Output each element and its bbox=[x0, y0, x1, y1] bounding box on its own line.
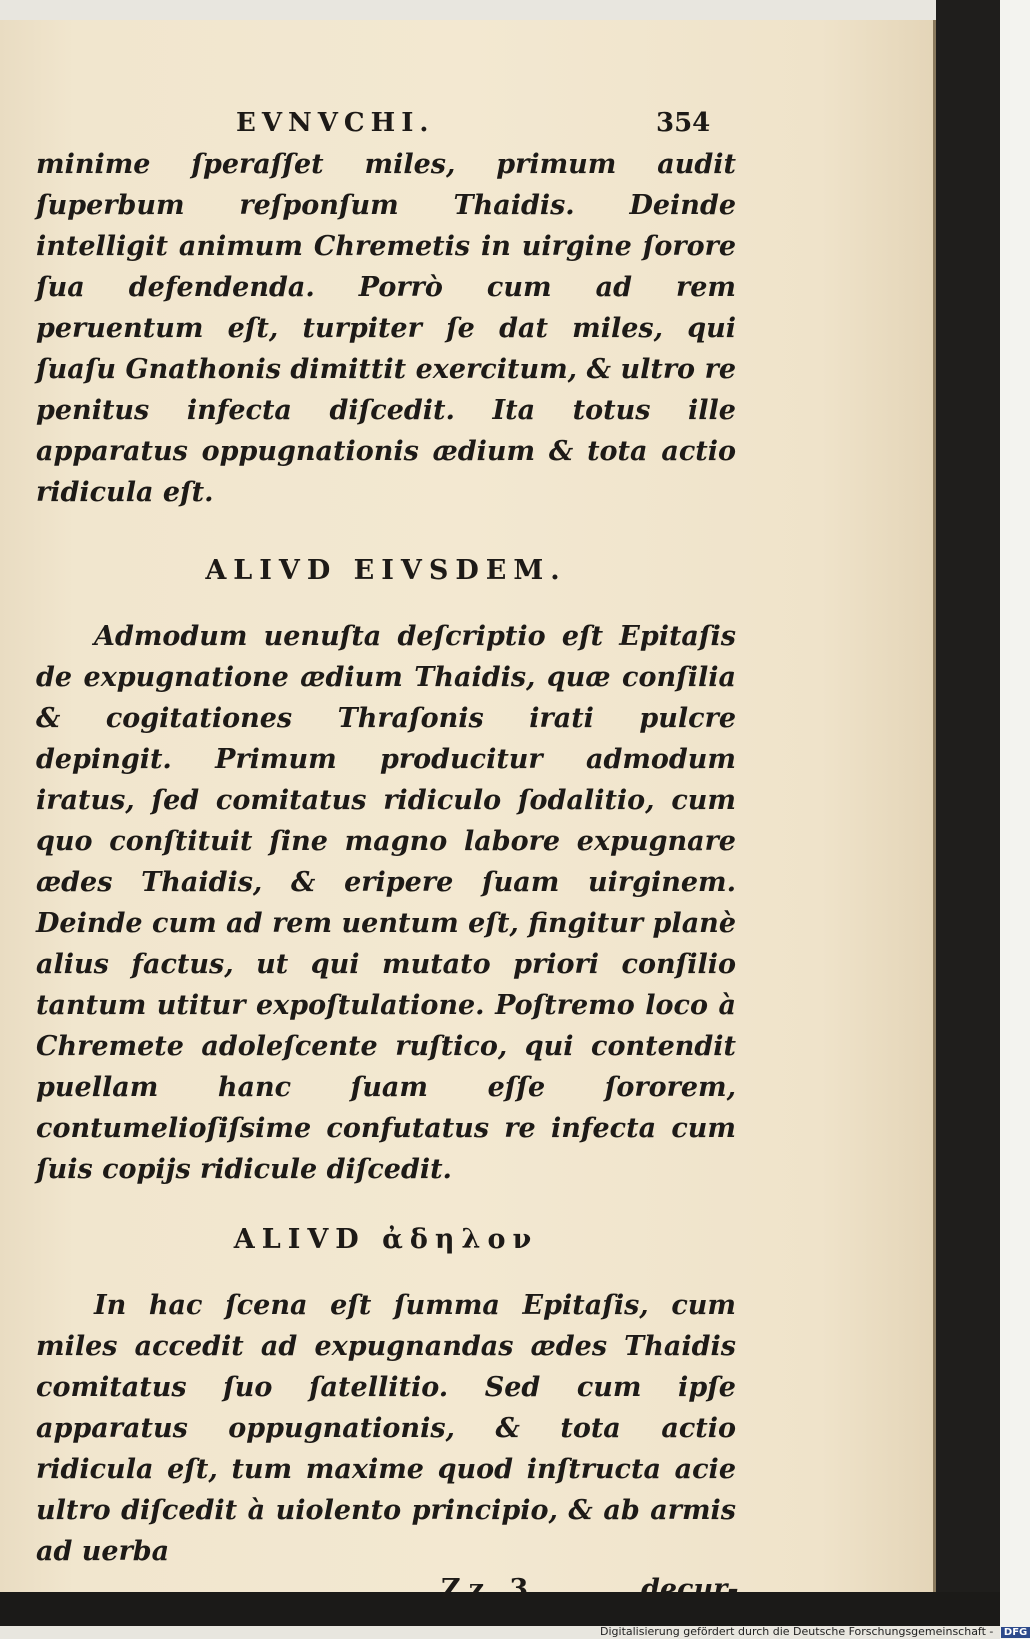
paragraph-summa-epitasis: In hac ſcena eſt ſumma Epitaſis, cum miles accedit ad expugnandas ædes Thaidis comitatus ſuo ſatellitio. Sed cum ipſe apparatus oppugnationis, & tota actio ridicula eſt, tum maxime quod inſtructa acie ultro diſcedit à uiolento principio, & ab armis ad uerba bbox=[36, 1290, 736, 1567]
running-head bbox=[36, 100, 736, 144]
credit-text: Digitalisierung gefördert durch die Deutsche Forschungsgemeinschaft - bbox=[600, 1625, 994, 1638]
signature-line bbox=[36, 1572, 739, 1614]
paragraph-continued: minime ſperaſſet miles, primum audit ſuperbum reſponſum Thaidis. Deinde intelligit animum Chremetis in uirgine ſorore ſua defendenda. Porrò cum ad rem peruentum eſt, turpiter ſe dat miles, qui ſuaſu Gnathonis dimittit exercitum, & ultro re penitus infecta diſcedit. Ita totus ille apparatus oppugnationis ædium & tota actio ridicula eſt. bbox=[36, 149, 736, 508]
page-number: 354 bbox=[656, 108, 711, 138]
book-page bbox=[0, 20, 936, 1605]
scan-background-right bbox=[936, 0, 1000, 1626]
paragraph-epitasis-description: Admodum uenuſta deſcriptio eſt Epitaſis de expugnatione ædium Thaidis, quæ conſilia & cogitationes Thraſonis irati pulcre depingit. Primum producitur admodum iratus, ſed comitatus ridiculo ſodalitio, cum quo conſtituit ſine magno labore expugnare ædes Thaidis, & eripere ſuam uirginem. Deinde cum ad rem uentum eſt, fingitur planè alius factus, ut qui mutato priori conſilio tantum utitur expoſtulatione. Poſtremo loco à Chremete adoleſcente ruſtico, qui contendit puellam hanc ſuam eſſe ſororem, contumelioſiſsime confutatus re infecta cum ſuis copijs ridicule diſcedit. bbox=[36, 621, 736, 1185]
section-heading-alivd-adelon: ALIVD ἀδηλον bbox=[233, 1224, 539, 1255]
section-heading-alivd-eivsdem: ALIVD EIVSDEM. bbox=[205, 555, 567, 586]
page-text-block bbox=[36, 100, 739, 1614]
catchword: decur- bbox=[641, 1574, 739, 1605]
dfg-logo: DFG bbox=[1001, 1627, 1030, 1638]
digitization-credit bbox=[600, 1625, 1030, 1639]
signature-mark: Zz 3 bbox=[441, 1574, 537, 1605]
running-title: EVNVCHI. bbox=[236, 108, 435, 138]
